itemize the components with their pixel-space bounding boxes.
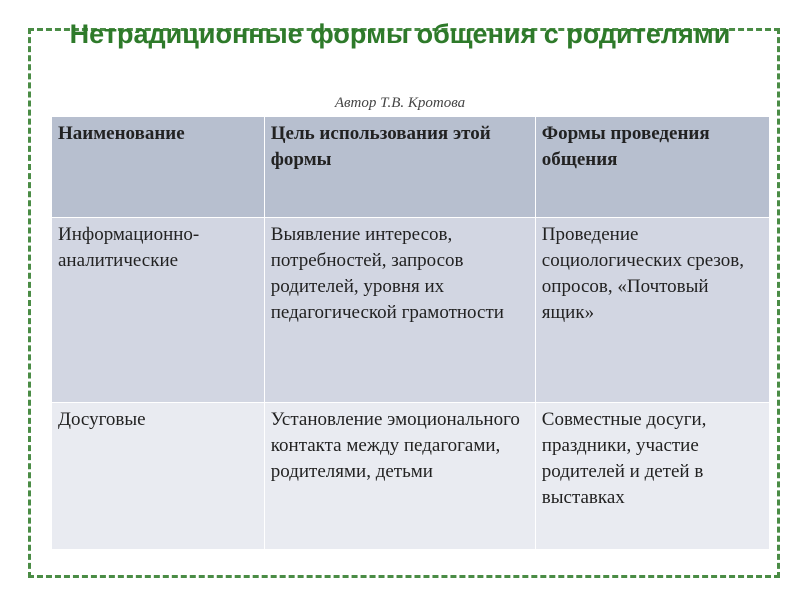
table-header-row: [52, 117, 770, 218]
slide-title: Нетрадиционные формы общения с родителями: [69, 19, 731, 49]
header-forms: Формы проведения общения: [535, 117, 769, 218]
cell-goal: Установление эмоционального контакта между педагогами, родителями, детьми: [264, 403, 535, 550]
cell-forms: Проведение социологических срезов, опросов, «Почтовый ящик»: [535, 218, 769, 403]
table-row: [52, 218, 770, 403]
communication-forms-table: [51, 116, 770, 550]
table-row: [52, 403, 770, 550]
header-goal: Цель использования этой формы: [264, 117, 535, 218]
cell-goal: Выявление интересов, потребностей, запросов родителей, уровня их педагогической грамотности: [264, 218, 535, 403]
cell-forms: Совместные досуги, праздники, участие родителей и детей в выставках: [535, 403, 769, 550]
header-name: Наименование: [52, 117, 265, 218]
author-caption: Автор Т.В. Кротова: [334, 95, 466, 111]
cell-name: Информационно-аналитические: [52, 218, 265, 403]
cell-name: Досуговые: [52, 403, 265, 550]
